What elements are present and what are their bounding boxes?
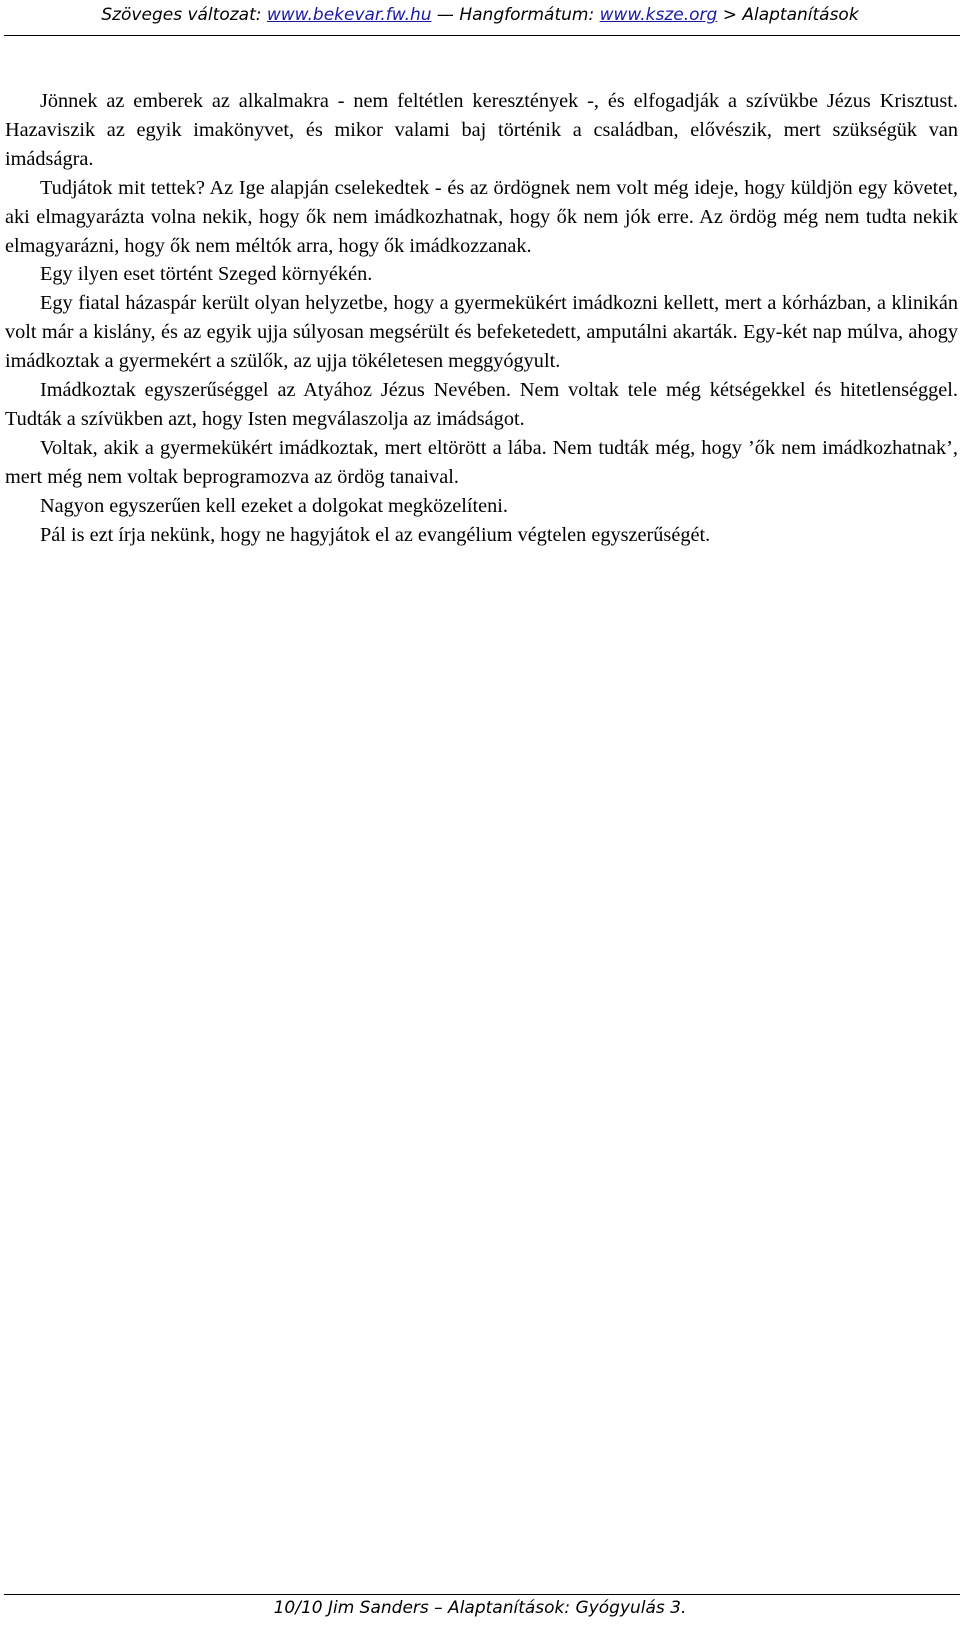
- paragraph: Voltak, akik a gyermekükért imádkoztak, mert eltörött a lába. Nem tudták még, hogy ’ők nem imádkozhatnak’, mert még nem voltak beprogramozva az ördög tanaival.: [5, 436, 958, 488]
- header-link-bekevar[interactable]: www.bekevar.fw.hu: [266, 5, 432, 25]
- paragraph: Egy ilyen eset történt Szeged környékén.: [40, 263, 373, 286]
- footer-divider: [4, 1594, 960, 1595]
- paragraph: Nagyon egyszerűen kell ezeket a dolgokat megközelíteni.: [40, 494, 508, 517]
- paragraph: Pál is ezt írja nekünk, hogy ne hagyjátok el az evangélium végtelen egyszerűségét.: [40, 523, 711, 546]
- page-footer: 10/10 Jim Sanders – Alaptanítások: Gyógyulás 3.: [273, 1598, 687, 1618]
- page-header: [0, 3, 960, 27]
- document-body: [5, 87, 958, 550]
- paragraph: Egy fiatal házaspár került olyan helyzetbe, hogy a gyermekükért imádkozni kellett, mert a kórházban, a klinikán volt már a kislány, és az egyik ujja súlyosan megsérült és befeketedett, amputálni akarták. Egy-két nap múlva, ahogy imádkoztak a gyermekért a szülők, az ujja tökéletesen meggyógyult.: [5, 292, 958, 373]
- header-separator: — Hangformátum:: [431, 5, 600, 25]
- paragraph: Jönnek az emberek az alkalmakra - nem feltétlen keresztények -, és elfogadják a szívükbe Jézus Krisztust. Hazaviszik az egyik imakönyvet, és mikor valami baj történik a családban, elővészik, mert szükségük van imádságra.: [5, 90, 958, 170]
- paragraph: Tudjátok mit tettek? Az Ige alapján cselekedtek - és az ördögnek nem volt még ideje, hogy küldjön egy követet, aki elmagyarázta volna nekik, hogy ők nem imádkozhatnak, hogy ők nem jók erre. Az ördög még nem tudta nekik elmagyarázni, hogy ők nem méltók arra, hogy ők imádkozzanak.: [5, 176, 958, 257]
- paragraph: Imádkoztak egyszerűséggel az Atyához Jézus Nevében. Nem voltak tele még kétségekkel és hitetlenséggel. Tudták a szívükben azt, hogy Isten megválaszolja az imádságot.: [5, 379, 958, 430]
- header-divider: [4, 35, 960, 36]
- header-link-ksze[interactable]: www.ksze.org: [599, 5, 718, 25]
- header-breadcrumb: > Alaptanítások: [717, 5, 859, 25]
- header-label: Szöveges változat:: [101, 5, 267, 25]
